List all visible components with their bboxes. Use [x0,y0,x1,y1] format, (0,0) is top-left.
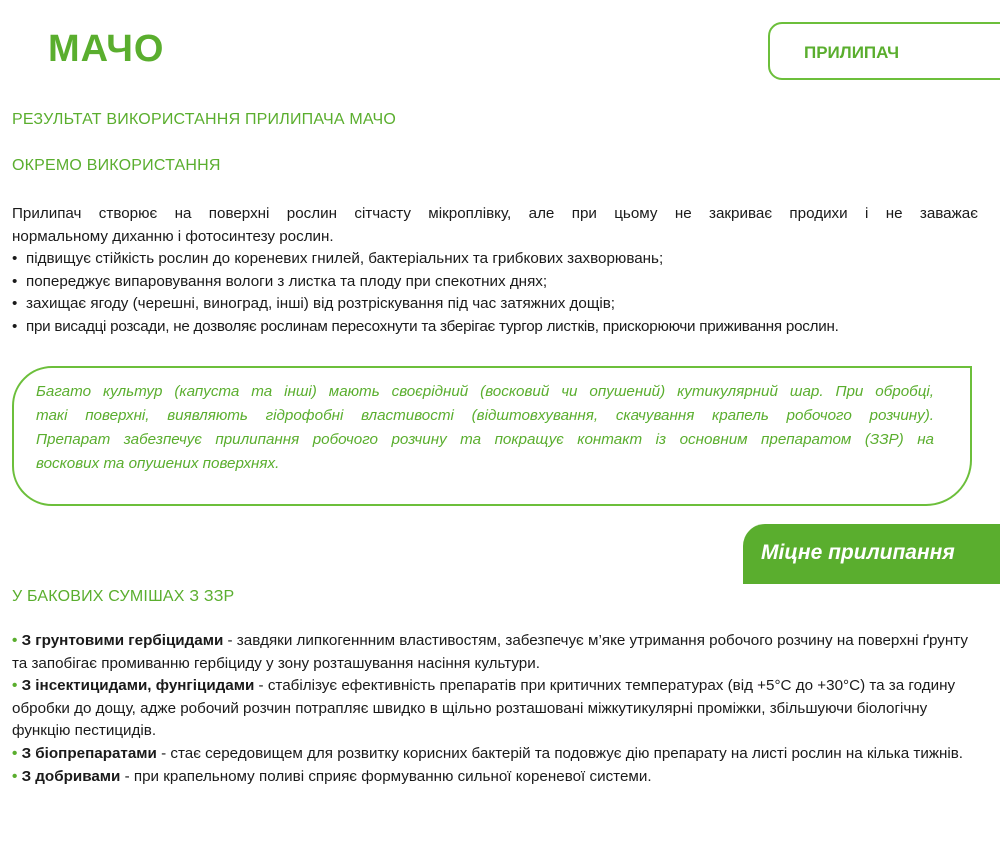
strong-adhesion-label: Міцне прилипання [761,541,955,564]
green-bullet-icon: • [12,677,18,695]
list-item: • З добривами - при крапельному поливі сприяє формуванню сильної кореневої системи. [12,767,652,785]
list-item: • підвищує стійкість рослин до кореневих гнилей, бактеріальних та грибкових захворювань; [12,248,978,271]
intro-line-1: Прилипач створює на поверхні рослин сітчасту мікроплівку, але при цьому не закриває продихи і не заважає [12,205,978,222]
list-item: • З інсектицидами, фунгіцидами - стабілізує ефективність препаратів при критичних температурах (від +5°C до +30°C) та за годину обробки до дощу, адже робочий розчин потрапляє швидко в щільно розташовані міжкутикулярні проміжки, збільшуючи біологічну функцію пестицидів. [12,677,956,740]
note-line: такі поверхні, виявляють гідрофобні властивості (відштовхування, скачування крапель робочого розчину). [36,407,934,424]
list-item: • захищає ягоду (черешні, виноград, інші) від розтріскування під час затяжних дощів; [12,293,978,316]
bullet-icon: • [12,317,18,335]
strong-adhesion-badge [743,524,1000,584]
list-item: • З біопрепаратами - стає середовищем для розвитку корисних бактерій та подовжує дію препарату на листі рослин на кілька тижнів. [12,744,964,762]
intro-paragraph [12,203,978,338]
note-line: Препарат забезпечує прилипання робочого розчину та покращує контакт із основним препаратом (ЗЗР) на [36,431,934,448]
note-line: Багато культур (капуста та інші) мають своєрідний (восковий чи опушений) кутикулярний шар. При обробці, [36,383,934,400]
note-text [36,380,934,476]
list-item: • З грунтовими гербіцидами - завдяки липкогеннним властивостям, забезпечує м’яке утримання робочого розчину на поверхні ґрунту та запобігає промиванню гербіциду у зону розташування насіння культури. [12,632,968,672]
tank-mix-title: У БАКОВИХ СУМІШАХ З ЗЗР [12,588,235,605]
green-bullet-icon: • [12,767,18,785]
list-item: • при висадці розсади, не дозволяє рослинам пересохнути та зберігає тургор листків, прискорюючи приживання рослин. [12,316,978,339]
bullet-icon: • [12,272,18,290]
result-section-title: РЕЗУЛЬТАТ ВИКОРИСТАННЯ ПРИЛИПАЧА МАЧО [12,111,397,128]
tank-mix-list [12,630,980,788]
list-item: • попереджує випаровування вологи з листка та плоду при спекотних днях; [12,271,978,294]
green-bullet-icon: • [12,632,18,649]
bullet-icon: • [12,250,18,267]
category-tag [768,22,1000,80]
brand-title: МАЧО [48,28,165,70]
separate-use-title: ОКРЕМО ВИКОРИСТАННЯ [12,157,221,174]
note-line: воскових та опушених поверхнях. [36,455,280,472]
bullet-icon: • [12,295,18,312]
intro-line-2: нормальному диханню і фотосинтезу рослин. [12,227,334,245]
green-bullet-icon: • [12,744,18,762]
category-tag-label: ПРИЛИПАЧ [804,43,900,62]
